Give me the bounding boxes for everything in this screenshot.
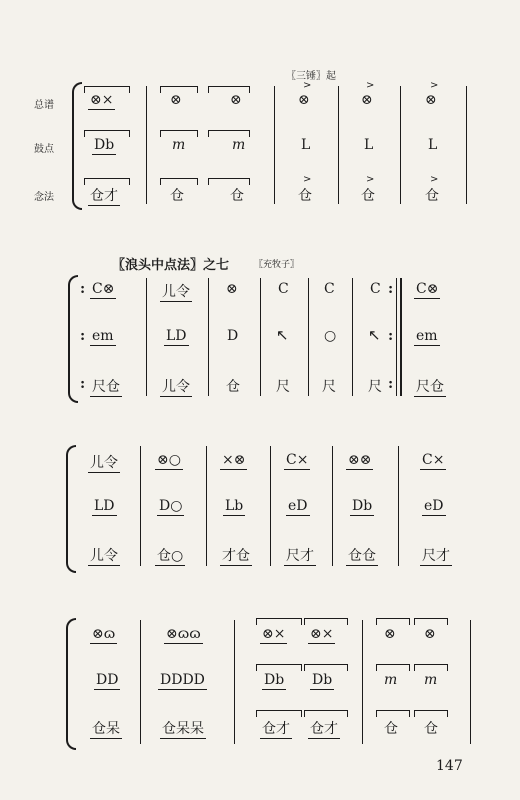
- note-cell: eD: [424, 498, 444, 514]
- tie: [208, 86, 250, 93]
- section-label-san-chui: 〖三锤〗起: [286, 71, 336, 82]
- note-cell: Db: [312, 672, 333, 688]
- note-cell: em: [416, 328, 438, 344]
- barline: [146, 86, 147, 204]
- note-cell: ⊗: [425, 92, 437, 108]
- note-cell: ⊗: [170, 92, 182, 108]
- note-cell: 尺: [322, 379, 336, 395]
- note-cell: L: [301, 137, 311, 153]
- row-label-score: 总谱: [34, 100, 54, 111]
- note-cell: 儿令: [162, 379, 190, 395]
- tie: [208, 130, 250, 137]
- note-cell: 儿令: [90, 455, 118, 471]
- note-cell: Lb: [225, 498, 244, 514]
- note-cell: ×⊗: [222, 452, 246, 468]
- section-title: 〖浪头中点法〗之七: [112, 258, 230, 273]
- row-label-recite: 念法: [34, 192, 54, 203]
- tie: [414, 618, 448, 625]
- accent-mark: >: [366, 174, 375, 185]
- note-cell: 尺仓: [92, 379, 120, 395]
- note-cell: ⊗: [384, 626, 396, 642]
- note-cell: ⊗⊗: [348, 452, 372, 468]
- barline: [234, 620, 235, 744]
- barline: [332, 446, 333, 566]
- barline: [470, 620, 471, 744]
- tie: [376, 664, 410, 671]
- repeat-dots: :: [388, 281, 394, 297]
- barline: [206, 446, 207, 566]
- note-cell: 尺才: [286, 548, 314, 564]
- barline: [400, 86, 401, 204]
- note-cell: 尺: [368, 379, 382, 395]
- note-cell: 儿令: [162, 284, 190, 300]
- system-2-brace: [68, 275, 78, 403]
- arrow-up-left-icon: ↖: [276, 326, 289, 344]
- page-number: 147: [436, 758, 463, 774]
- barline: [140, 446, 141, 566]
- barline: [270, 446, 271, 566]
- repeat-start: :: [80, 328, 86, 344]
- tie: [256, 710, 302, 717]
- note-cell: D: [227, 328, 239, 344]
- tie: [376, 710, 410, 717]
- note-cell: 仓: [170, 188, 184, 204]
- note-cell: DD: [96, 672, 119, 688]
- note-cell: 尺: [276, 379, 290, 395]
- note-cell: eD: [288, 498, 308, 514]
- accent-mark: >: [303, 80, 312, 91]
- tie: [84, 178, 130, 185]
- note-cell: L: [364, 137, 374, 153]
- note-cell: 仓: [425, 188, 439, 204]
- note-cell: C×: [422, 452, 445, 468]
- note-cell: ⊗: [230, 92, 242, 108]
- note-cell: DDDD: [160, 672, 205, 688]
- note-cell: 仓仓: [348, 548, 376, 564]
- row-label-drum: 鼓点: [34, 144, 54, 155]
- note-cell: 仓: [384, 721, 398, 737]
- note-cell: ⊗○: [157, 452, 181, 468]
- barline: [274, 86, 275, 204]
- note-cell: Db: [352, 498, 373, 514]
- note-cell: 仓才: [262, 721, 290, 737]
- barline: [140, 620, 141, 744]
- barline: [362, 620, 363, 744]
- barline: [338, 86, 339, 204]
- tie: [256, 664, 302, 671]
- tie: [304, 618, 348, 625]
- note-cell: 尺仓: [416, 379, 444, 395]
- note-cell: ⊗: [226, 281, 238, 297]
- accent-mark: >: [366, 80, 375, 91]
- note-cell: ⊗ɷɷ: [166, 626, 201, 642]
- note-cell: Db: [264, 672, 285, 688]
- tie: [256, 618, 302, 625]
- note-cell: 仓才: [310, 721, 338, 737]
- note-cell: L: [428, 137, 438, 153]
- note-cell: 仓: [424, 721, 438, 737]
- note-cell: 仓: [226, 379, 240, 395]
- note-cell: C⊗: [416, 281, 439, 297]
- note-cell: LD: [166, 328, 187, 344]
- note-cell: 仓呆: [92, 721, 120, 737]
- tie: [376, 618, 410, 625]
- accent-mark: >: [430, 80, 439, 91]
- repeat-start: :: [80, 281, 86, 297]
- tie: [160, 178, 198, 185]
- note-cell: m: [384, 672, 398, 688]
- note-cell: ⊗ɷ: [92, 626, 116, 642]
- repeat-dots: :: [388, 376, 394, 392]
- barline: [208, 278, 209, 396]
- note-cell: 才仓: [222, 548, 250, 564]
- note-cell: 仓: [361, 188, 375, 204]
- note-cell: LD: [94, 498, 115, 514]
- system-4-brace: [66, 618, 76, 750]
- note-cell: C: [278, 281, 289, 297]
- note-cell: D○: [159, 498, 183, 514]
- note-cell: ⊗×: [90, 92, 114, 108]
- note-cell: C⊗: [92, 281, 115, 297]
- system-3-brace: [66, 445, 76, 573]
- note-cell: 仓○: [157, 548, 184, 564]
- barline: [308, 278, 309, 396]
- note-cell: ⊗×: [310, 626, 334, 642]
- note-cell: 尺才: [422, 548, 450, 564]
- note-cell: ⊗×: [262, 626, 286, 642]
- tie: [414, 710, 448, 717]
- note-cell: m: [172, 137, 186, 153]
- note-cell: C×: [286, 452, 309, 468]
- repeat-end-barline: [396, 278, 402, 396]
- note-cell: C: [324, 281, 335, 297]
- note-cell: ⊗: [298, 92, 310, 108]
- note-cell: C: [370, 281, 381, 297]
- tie: [84, 130, 130, 137]
- barline: [260, 278, 261, 396]
- note-cell: ⊗: [361, 92, 373, 108]
- note-cell: 儿令: [90, 548, 118, 564]
- repeat-start: :: [80, 376, 86, 392]
- note-cell: ⊗: [424, 626, 436, 642]
- note-cell: 仓: [298, 188, 312, 204]
- note-cell: Db: [94, 137, 115, 153]
- note-cell: 仓才: [90, 188, 118, 204]
- system-1-brace: [72, 82, 82, 210]
- note-cell: 仓: [230, 188, 244, 204]
- barline: [352, 278, 353, 396]
- note-cell: em: [92, 328, 114, 344]
- note-cell: 仓呆呆: [162, 721, 204, 737]
- barline: [466, 86, 467, 204]
- note-cell: m: [424, 672, 438, 688]
- barline: [398, 446, 399, 566]
- tie: [304, 664, 348, 671]
- accent-mark: >: [303, 174, 312, 185]
- tie: [208, 178, 250, 185]
- accent-mark: >: [430, 174, 439, 185]
- note-cell: ○: [324, 328, 337, 344]
- section-title-note: 〖充牧子〗: [254, 260, 300, 270]
- tie: [414, 664, 448, 671]
- tie: [160, 130, 198, 137]
- note-cell: m: [232, 137, 246, 153]
- tie: [304, 710, 348, 717]
- repeat-dots: :: [388, 328, 394, 344]
- arrow-up-left-icon: ↖: [368, 326, 381, 344]
- barline: [146, 278, 147, 396]
